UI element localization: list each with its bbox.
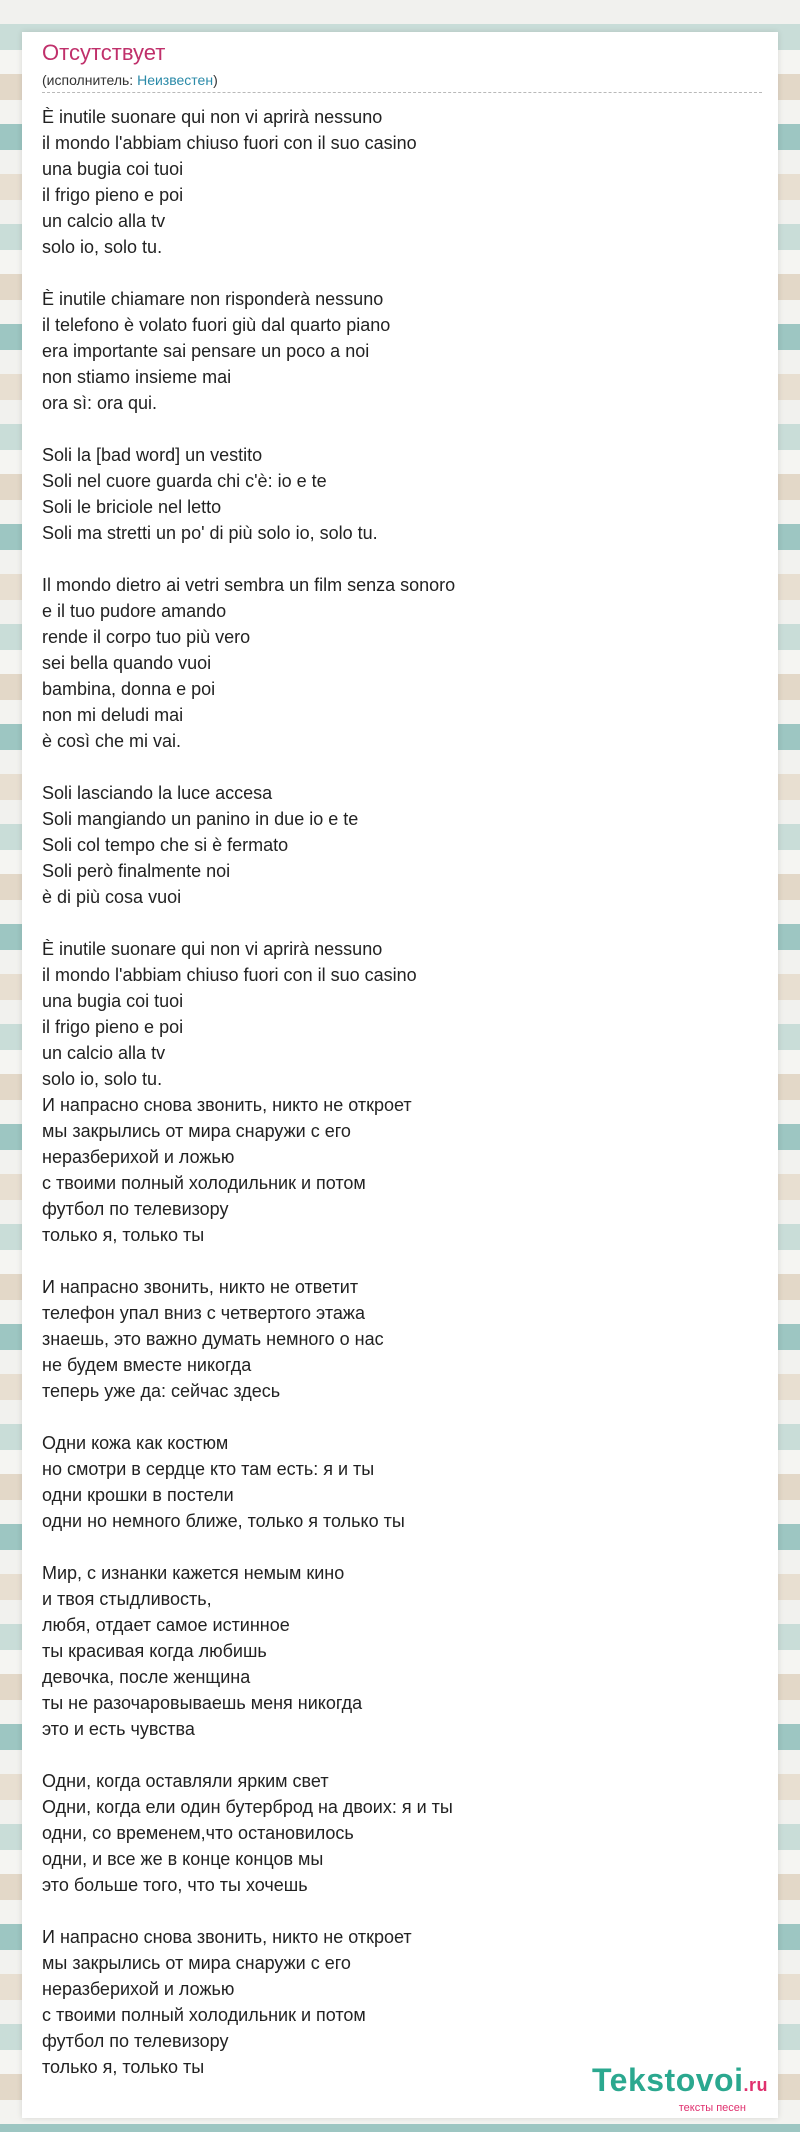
lyric-line: с твоими полный холодильник и потом	[42, 1173, 366, 1193]
stanza-gap	[42, 1534, 762, 1560]
artist-suffix: )	[213, 72, 218, 88]
lyric-line: Il mondo dietro ai vetri sembra un film senza sonoro	[42, 575, 456, 595]
lyric-line: это и есть чувства	[42, 1719, 195, 1739]
lyric-line: Soli però finalmente noi	[42, 861, 231, 881]
lyric-line: sei bella quando vuoi	[42, 653, 212, 673]
lyric-line: И напрасно снова звонить, никто не откроет	[42, 1927, 412, 1947]
lyric-line: только я, только ты	[42, 2057, 205, 2077]
lyric-line: Мир, с изнанки кажется немым кино	[42, 1563, 345, 1583]
lyric-line: una bugia coi tuoi	[42, 159, 184, 179]
lyric-line: Soli mangiando un panino in due io e te	[42, 809, 359, 829]
lyric-line: il telefono è volato fuori giù dal quarto piano	[42, 315, 391, 335]
lyric-line: Soli lasciando la luce accesa	[42, 783, 273, 803]
lyric-line: e il tuo pudore amando	[42, 601, 227, 621]
lyric-line: ora sì: ora qui.	[42, 393, 158, 413]
stanza-gap	[42, 1898, 762, 1924]
lyric-line: È inutile chiamare non risponderà nessuno	[42, 289, 384, 309]
lyric-line: Soli col tempo che si è fermato	[42, 835, 289, 855]
lyric-line: non mi deludi mai	[42, 705, 184, 725]
lyric-line: девочка, после женщина	[42, 1667, 251, 1687]
lyric-line: ты не разочаровываешь меня никогда	[42, 1693, 363, 1713]
lyric-line: мы закрылись от мира снаружи с его	[42, 1121, 351, 1141]
logo-text: Tekstovoi	[591, 2062, 744, 2098]
lyric-line: Soli ma stretti un po' di più solo io, solo tu.	[42, 523, 378, 543]
lyric-line: Одни, когда оставляли ярким свет	[42, 1771, 329, 1791]
logo-domain: .ru	[743, 2075, 768, 2095]
lyric-line: è così che mi vai.	[42, 731, 182, 751]
lyric-line: Soli la [bad word] un vestito	[42, 445, 263, 465]
lyric-line: era importante sai pensare un poco a noi	[42, 341, 370, 361]
lyric-line: это больше того, что ты хочешь	[42, 1875, 308, 1895]
artist-line	[42, 72, 218, 88]
lyric-line: solo io, solo tu.	[42, 1069, 163, 1089]
stanza-gap	[42, 1404, 762, 1430]
lyric-line: любя, отдает самое истинное	[42, 1615, 290, 1635]
artist-prefix: (исполнитель:	[42, 72, 138, 88]
stanza-gap	[42, 1248, 762, 1274]
lyric-line: одни но немного ближе, только я только ты	[42, 1511, 405, 1531]
lyric-line: мы закрылись от мира снаружи с его	[42, 1953, 351, 1973]
lyric-line: Soli le briciole nel letto	[42, 497, 222, 517]
stanza-gap	[42, 260, 762, 286]
lyric-line: solo io, solo tu.	[42, 237, 163, 257]
lyric-line: È inutile suonare qui non vi aprirà nessuno	[42, 107, 383, 127]
lyric-line: un calcio alla tv	[42, 1043, 166, 1063]
lyric-line: un calcio alla tv	[42, 211, 166, 231]
lyric-line: но смотри в сердце кто там есть: я и ты	[42, 1459, 375, 1479]
lyric-line: только я, только ты	[42, 1225, 205, 1245]
artist-link[interactable]: Неизвестен	[137, 72, 214, 88]
lyric-line: È inutile suonare qui non vi aprirà nessuno	[42, 939, 383, 959]
lyric-line: неразберихой и ложью	[42, 1979, 235, 1999]
lyric-line: неразберихой и ложью	[42, 1147, 235, 1167]
lyric-line: non stiamo insieme mai	[42, 367, 232, 387]
lyric-line: è di più cosa vuoi	[42, 887, 182, 907]
logo-tagline: тексты песен	[678, 2102, 746, 2114]
lyric-line: il mondo l'abbiam chiuso fuori con il suo casino	[42, 133, 417, 153]
lyric-line: футбол по телевизору	[42, 2031, 229, 2051]
lyric-line: Одни кожа как костюм	[42, 1433, 229, 1453]
lyrics-body	[42, 104, 762, 2080]
lyric-line: телефон упал вниз с четвертого этажа	[42, 1303, 365, 1323]
site-logo[interactable]	[592, 2063, 768, 2114]
lyric-line: и твоя стыдливость,	[42, 1589, 212, 1609]
lyric-line: одни, со временем,что остановилось	[42, 1823, 354, 1843]
lyric-line: rende il corpo tuo più vero	[42, 627, 251, 647]
lyric-line: il frigo pieno e poi	[42, 185, 184, 205]
lyric-line: одни крошки в постели	[42, 1485, 234, 1505]
stanza-gap	[42, 416, 762, 442]
song-title: Отсутствует	[42, 40, 166, 65]
stanza-gap	[42, 1742, 762, 1768]
lyric-line: Soli nel cuore guarda chi c'è: io e te	[42, 471, 327, 491]
lyric-line: И напрасно звонить, никто не ответит	[42, 1277, 359, 1297]
lyric-line: Одни, когда ели один бутерброд на двоих: я и ты	[42, 1797, 453, 1817]
lyric-line: теперь уже да: сейчас здесь	[42, 1381, 281, 1401]
stanza-gap	[42, 546, 762, 572]
lyric-line: il mondo l'abbiam chiuso fuori con il suo casino	[42, 965, 417, 985]
lyric-line: футбол по телевизору	[42, 1199, 229, 1219]
lyric-line: одни, и все же в конце концов мы	[42, 1849, 324, 1869]
lyric-line: не будем вместе никогда	[42, 1355, 252, 1375]
lyric-line: ты красивая когда любишь	[42, 1641, 267, 1661]
lyric-line: с твоими полный холодильник и потом	[42, 2005, 366, 2025]
stanza-gap	[42, 910, 762, 936]
lyric-line: bambina, donna e poi	[42, 679, 216, 699]
stanza-gap	[42, 754, 762, 780]
lyric-line: una bugia coi tuoi	[42, 991, 184, 1011]
header-divider	[42, 92, 762, 93]
lyric-line: И напрасно снова звонить, никто не откроет	[42, 1095, 412, 1115]
lyrics-card	[22, 32, 778, 2118]
lyric-line: знаешь, это важно думать немного о нас	[42, 1329, 384, 1349]
lyric-line: il frigo pieno e poi	[42, 1017, 184, 1037]
